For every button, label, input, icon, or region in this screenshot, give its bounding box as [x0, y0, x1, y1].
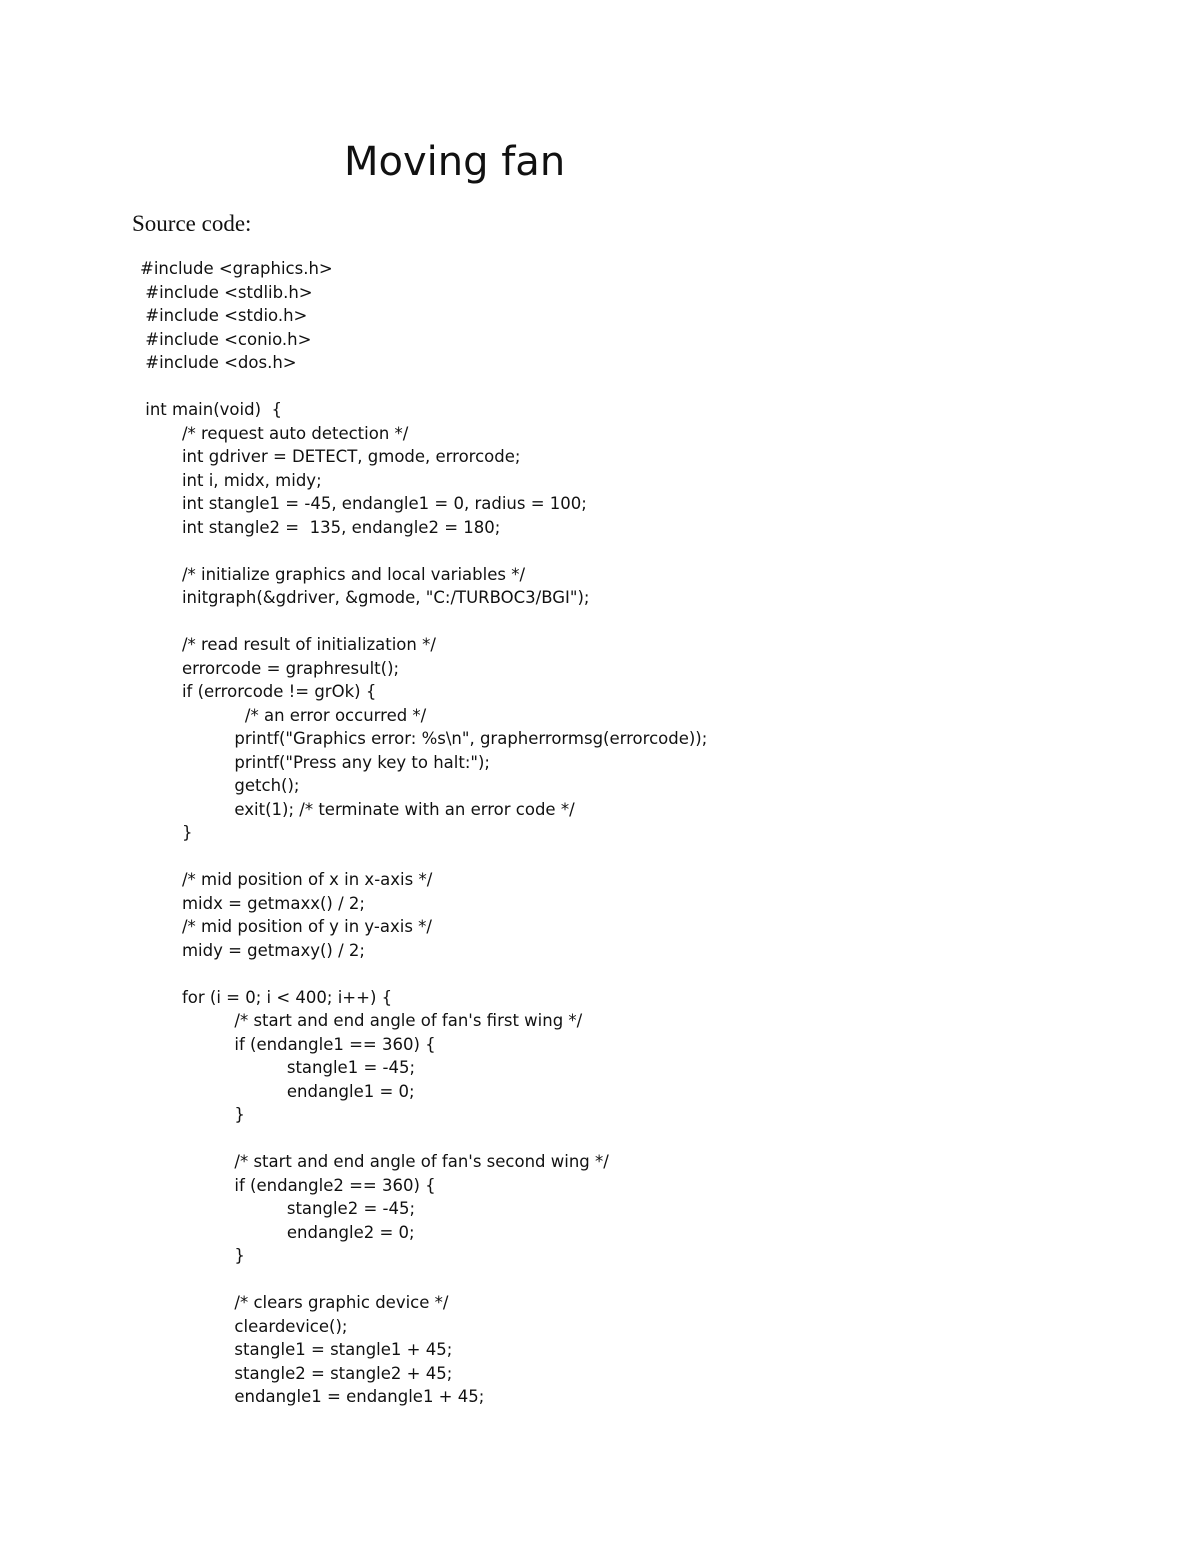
code-line: printf("Press any key to halt:");	[140, 752, 490, 772]
code-line: #include <conio.h>	[140, 329, 312, 349]
code-line: /* initialize graphics and local variables */	[140, 564, 526, 584]
code-line: }	[140, 823, 193, 842]
code-line: midy = getmaxy() / 2;	[140, 940, 365, 960]
code-line: for (i = 0; i < 400; i++) {	[140, 987, 393, 1007]
source-code-block	[140, 257, 1140, 1409]
code-line: if (endangle2 == 360) {	[140, 1175, 436, 1195]
code-line	[140, 1268, 1140, 1292]
code-line: /* request auto detection */	[140, 423, 409, 443]
code-line: #include <dos.h>	[140, 353, 297, 372]
code-line: /* start and end angle of fan's second wing */	[140, 1152, 609, 1171]
code-line: int gdriver = DETECT, gmode, errorcode;	[140, 447, 521, 466]
code-line: printf("Graphics error: %s\n", grapherrormsg(errorcode));	[140, 729, 708, 748]
section-heading: Source code:	[132, 211, 252, 236]
code-line: cleardevice();	[140, 1316, 348, 1336]
code-line: #include <stdlib.h>	[140, 282, 313, 302]
code-line: stangle2 = -45;	[140, 1199, 416, 1218]
code-line: exit(1); /* terminate with an error code */	[140, 799, 575, 819]
code-line: }	[140, 1246, 245, 1265]
code-line: midx = getmaxx() / 2;	[140, 893, 365, 913]
code-line: /* start and end angle of fan's first wing */	[140, 1011, 583, 1030]
code-line	[140, 962, 1140, 986]
code-line: /* read result of initialization */	[140, 635, 436, 654]
code-line: /* mid position of x in x-axis */	[140, 870, 433, 889]
code-line: stangle1 = -45;	[140, 1058, 416, 1077]
code-line: int main(void) {	[140, 400, 283, 419]
code-line	[140, 610, 1140, 634]
code-line: int i, midx, midy;	[140, 470, 322, 490]
code-line: /* an error occurred */	[140, 705, 427, 725]
code-line	[140, 375, 1140, 399]
code-line: endangle1 = endangle1 + 45;	[140, 1387, 485, 1406]
code-line: #include <stdio.h>	[140, 306, 308, 325]
code-line: if (errorcode != grOk) {	[140, 682, 377, 701]
code-line	[140, 845, 1140, 869]
code-line: errorcode = graphresult();	[140, 658, 400, 678]
code-line: endangle1 = 0;	[140, 1081, 415, 1101]
code-line: if (endangle1 == 360) {	[140, 1034, 436, 1054]
code-line	[140, 1127, 1140, 1151]
code-line	[140, 539, 1140, 563]
code-line: stangle2 = stangle2 + 45;	[140, 1363, 453, 1383]
code-line: #include <graphics.h>	[140, 259, 333, 278]
code-line: int stangle2 = 135, endangle2 = 180;	[140, 517, 501, 537]
code-line: /* mid position of y in y-axis */	[140, 917, 432, 936]
code-line: /* clears graphic device */	[140, 1293, 449, 1312]
code-line: stangle1 = stangle1 + 45;	[140, 1340, 453, 1359]
code-line: }	[140, 1105, 245, 1124]
code-line: endangle2 = 0;	[140, 1222, 415, 1242]
document-title: Moving fan	[344, 139, 566, 185]
code-line: initgraph(&gdriver, &gmode, "C:/TURBOC3/BGI");	[140, 588, 590, 607]
code-line: getch();	[140, 776, 300, 795]
code-line: int stangle1 = -45, endangle1 = 0, radius = 100;	[140, 494, 587, 513]
